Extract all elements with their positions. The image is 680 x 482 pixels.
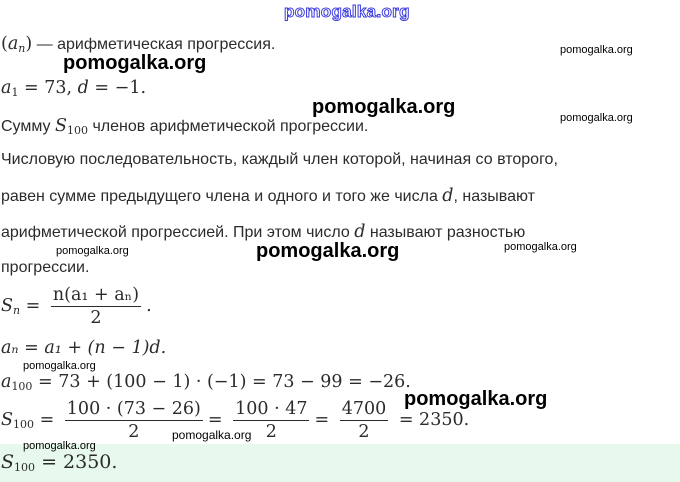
d-value: −1 (114, 78, 141, 98)
watermark: pomogalka.org (23, 440, 96, 452)
definition-line-1: Числовую последовательность, каждый член которой, начиная со второго, (1, 151, 558, 168)
s100-fraction-1: $\frac{100 \cdot (73 - 26)}{2}$ (66, 399, 201, 442)
definition-line-4: прогрессии. (1, 259, 90, 276)
watermark: pomogalka.org (63, 52, 207, 74)
s100-fraction-3: $\frac{4700}{2}$ (341, 399, 387, 442)
progression-text: — арифметическая прогрессия. (36, 36, 276, 53)
watermark: pomogalka.org (404, 388, 548, 410)
sum-fraction: $\frac{\text{n(a₁ + aₙ)}}{2}$ (52, 285, 140, 328)
watermark: pomogalka.org (504, 241, 577, 253)
watermark: pomogalka.org (256, 240, 400, 262)
s100-fraction-2: $\frac{100 \cdot 47}{2}$ (235, 399, 308, 442)
watermark: pomogalka.org (560, 44, 633, 56)
task-statement: Сумму $S_{100}$ членов арифметической прогрессии. (1, 116, 369, 137)
definition-line-2: равен сумме предыдущего члена и одного и того же числа d, называют (1, 186, 535, 206)
answer: $S_{100} = 2350$. (1, 451, 118, 474)
watermark: pomogalka.org (560, 112, 633, 124)
given-values: $a_1 = 73$, d = −1. (1, 78, 147, 99)
definition-line-3: арифметической прогрессией. При этом число d называют разностью (1, 222, 526, 242)
a100-computation: $a_{100} = 73 + (100 - 1) \cdot (-1) = 73 - 99 = -26$. (1, 372, 411, 393)
nth-term-formula: aₙ = a₁ + (n − 1)d. (1, 338, 167, 358)
s-index: 100 (67, 124, 89, 137)
s100-computation: $S_{100}$ = $\frac{100 \cdot (73 - 26)}{2}$ = $\frac{100 \cdot 47}{2}$ = $\frac{4700}{2}$ = 2350. (1, 399, 470, 442)
sum-prefix: Сумму (1, 118, 51, 135)
watermark: pomogalka.org (312, 96, 456, 118)
watermark: pomogalka.org (172, 428, 252, 442)
site-watermark-top: pomogalka.org (284, 2, 410, 21)
watermark: pomogalka.org (56, 245, 129, 257)
an-symbol: $(a_n)$ (1, 34, 33, 55)
a1-value: 73 (44, 78, 67, 98)
sum-formula: $S_n$ = $\frac{\text{n(a₁ + aₙ)}}{2}$ . (1, 285, 152, 328)
watermark: pomogalka.org (23, 360, 96, 372)
sum-suffix: членов арифметической прогрессии. (92, 118, 369, 135)
